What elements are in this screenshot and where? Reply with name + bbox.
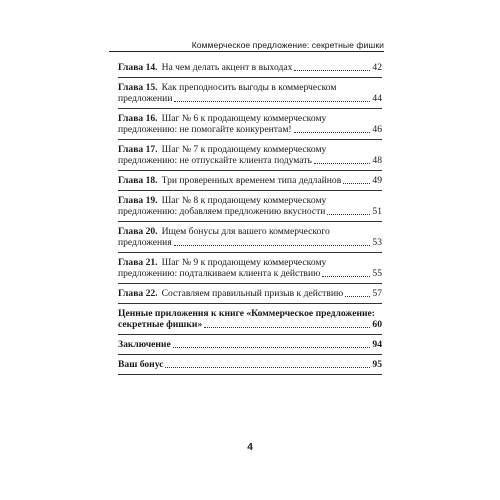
toc-entry bbox=[118, 355, 382, 375]
toc-page-number: 53 bbox=[372, 237, 382, 248]
chapter-label: Глава 15. bbox=[118, 82, 158, 93]
toc-entry-line bbox=[118, 308, 382, 319]
toc-entry-line bbox=[118, 237, 382, 248]
toc-entry-line bbox=[118, 62, 382, 73]
chapter-title: Составляем правильный призыв к действию bbox=[161, 288, 344, 299]
toc-entry-line bbox=[118, 268, 382, 279]
dot-leader bbox=[174, 245, 371, 246]
toc-entry-line bbox=[118, 113, 382, 124]
toc-entry bbox=[118, 304, 382, 335]
chapter-title: Шаг № 9 к продающему коммерческому bbox=[161, 257, 327, 268]
toc-entry-line bbox=[118, 93, 382, 104]
toc-entry bbox=[118, 109, 382, 140]
toc-entry-line bbox=[118, 144, 382, 155]
toc-page-number: 46 bbox=[372, 124, 382, 135]
toc-page-number: 95 bbox=[372, 359, 382, 370]
chapter-title-continued: предложении bbox=[118, 93, 173, 104]
toc-page-number: 57 bbox=[372, 288, 382, 299]
chapter-title-continued: секретные фишки» bbox=[118, 319, 203, 330]
toc-entry-line bbox=[118, 226, 382, 237]
dot-leader bbox=[322, 276, 370, 277]
toc-entry-line bbox=[118, 82, 382, 93]
chapter-title: Три проверенных временем типа дедлайнов bbox=[161, 175, 342, 186]
chapter-title-continued: предложению: не отпускайте клиента подумать bbox=[118, 155, 312, 166]
chapter-title: Ищем бонусы для вашего коммерческого bbox=[161, 226, 330, 237]
toc-entry bbox=[118, 191, 382, 222]
dot-leader bbox=[327, 214, 370, 215]
chapter-title-continued: предложению: подталкиваем клиента к действию bbox=[118, 268, 321, 279]
chapter-label: Глава 16. bbox=[118, 113, 158, 124]
chapter-label: Глава 14. bbox=[118, 62, 158, 73]
chapter-title-continued: предложения bbox=[118, 237, 172, 248]
toc-page-number: 44 bbox=[372, 93, 382, 104]
chapter-label: Глава 22. bbox=[118, 288, 158, 299]
chapter-title: Шаг № 8 к продающему коммерческому bbox=[161, 195, 327, 206]
chapter-label: Глава 20. bbox=[118, 226, 158, 237]
toc-entry bbox=[118, 171, 382, 191]
toc-entry-line bbox=[118, 319, 382, 330]
running-head: Коммерческое предложение: секретные фишки bbox=[191, 40, 384, 50]
dot-leader bbox=[294, 132, 371, 133]
toc-entry-line bbox=[118, 359, 382, 370]
toc-entry-line bbox=[118, 257, 382, 268]
dot-leader bbox=[314, 163, 371, 164]
toc-page-number: 94 bbox=[372, 339, 382, 350]
dot-leader bbox=[345, 296, 370, 297]
toc-entry bbox=[118, 140, 382, 171]
chapter-label: Глава 21. bbox=[118, 257, 158, 268]
table-of-contents bbox=[118, 58, 382, 375]
dot-leader bbox=[343, 183, 370, 184]
toc-page-number: 55 bbox=[372, 268, 382, 279]
chapter-title: Ваш бонус bbox=[118, 359, 164, 370]
toc-entry bbox=[118, 335, 382, 355]
page-number: 4 bbox=[247, 442, 253, 453]
toc-entry-line bbox=[118, 175, 382, 186]
toc-entry bbox=[118, 253, 382, 284]
dot-leader bbox=[204, 327, 370, 328]
toc-entry-line bbox=[118, 339, 382, 350]
toc-entry-line bbox=[118, 206, 382, 217]
toc-entry bbox=[118, 58, 382, 78]
chapter-title: Шаг № 6 к продающему коммерческому bbox=[161, 113, 327, 124]
chapter-title-continued: предложению: добавляем предложению вкусности bbox=[118, 206, 326, 217]
toc-entry bbox=[118, 78, 382, 109]
chapter-title: Ценные приложения к книге «Коммерческое предложение: bbox=[118, 308, 375, 319]
dot-leader bbox=[174, 101, 370, 102]
chapter-title: Заключение bbox=[118, 339, 171, 350]
chapter-title: Шаг № 7 к продающему коммерческому bbox=[161, 144, 327, 155]
dot-leader bbox=[173, 347, 371, 348]
dot-leader bbox=[294, 70, 370, 71]
toc-entry-line bbox=[118, 195, 382, 206]
toc-page-number: 49 bbox=[372, 175, 382, 186]
toc-page-number: 51 bbox=[372, 206, 382, 217]
toc-entry-line bbox=[118, 155, 382, 166]
toc-entry bbox=[118, 284, 382, 304]
chapter-label: Глава 18. bbox=[118, 175, 158, 186]
dot-leader bbox=[165, 367, 370, 368]
chapter-title: На чем делать акцент в выходах bbox=[161, 62, 293, 73]
chapter-title: Как преподносить выгоды в коммерческом bbox=[161, 82, 337, 93]
toc-entry-line bbox=[118, 124, 382, 135]
chapter-label: Глава 17. bbox=[118, 144, 158, 155]
toc-entry bbox=[118, 222, 382, 253]
toc-page-number: 60 bbox=[372, 319, 382, 330]
toc-page-number: 42 bbox=[372, 62, 382, 73]
header-rule bbox=[109, 51, 384, 52]
chapter-title-continued: предложению: не помогайте конкурентам! bbox=[118, 124, 292, 135]
toc-entry-line bbox=[118, 288, 382, 299]
chapter-label: Глава 19. bbox=[118, 195, 158, 206]
toc-page-number: 48 bbox=[372, 155, 382, 166]
